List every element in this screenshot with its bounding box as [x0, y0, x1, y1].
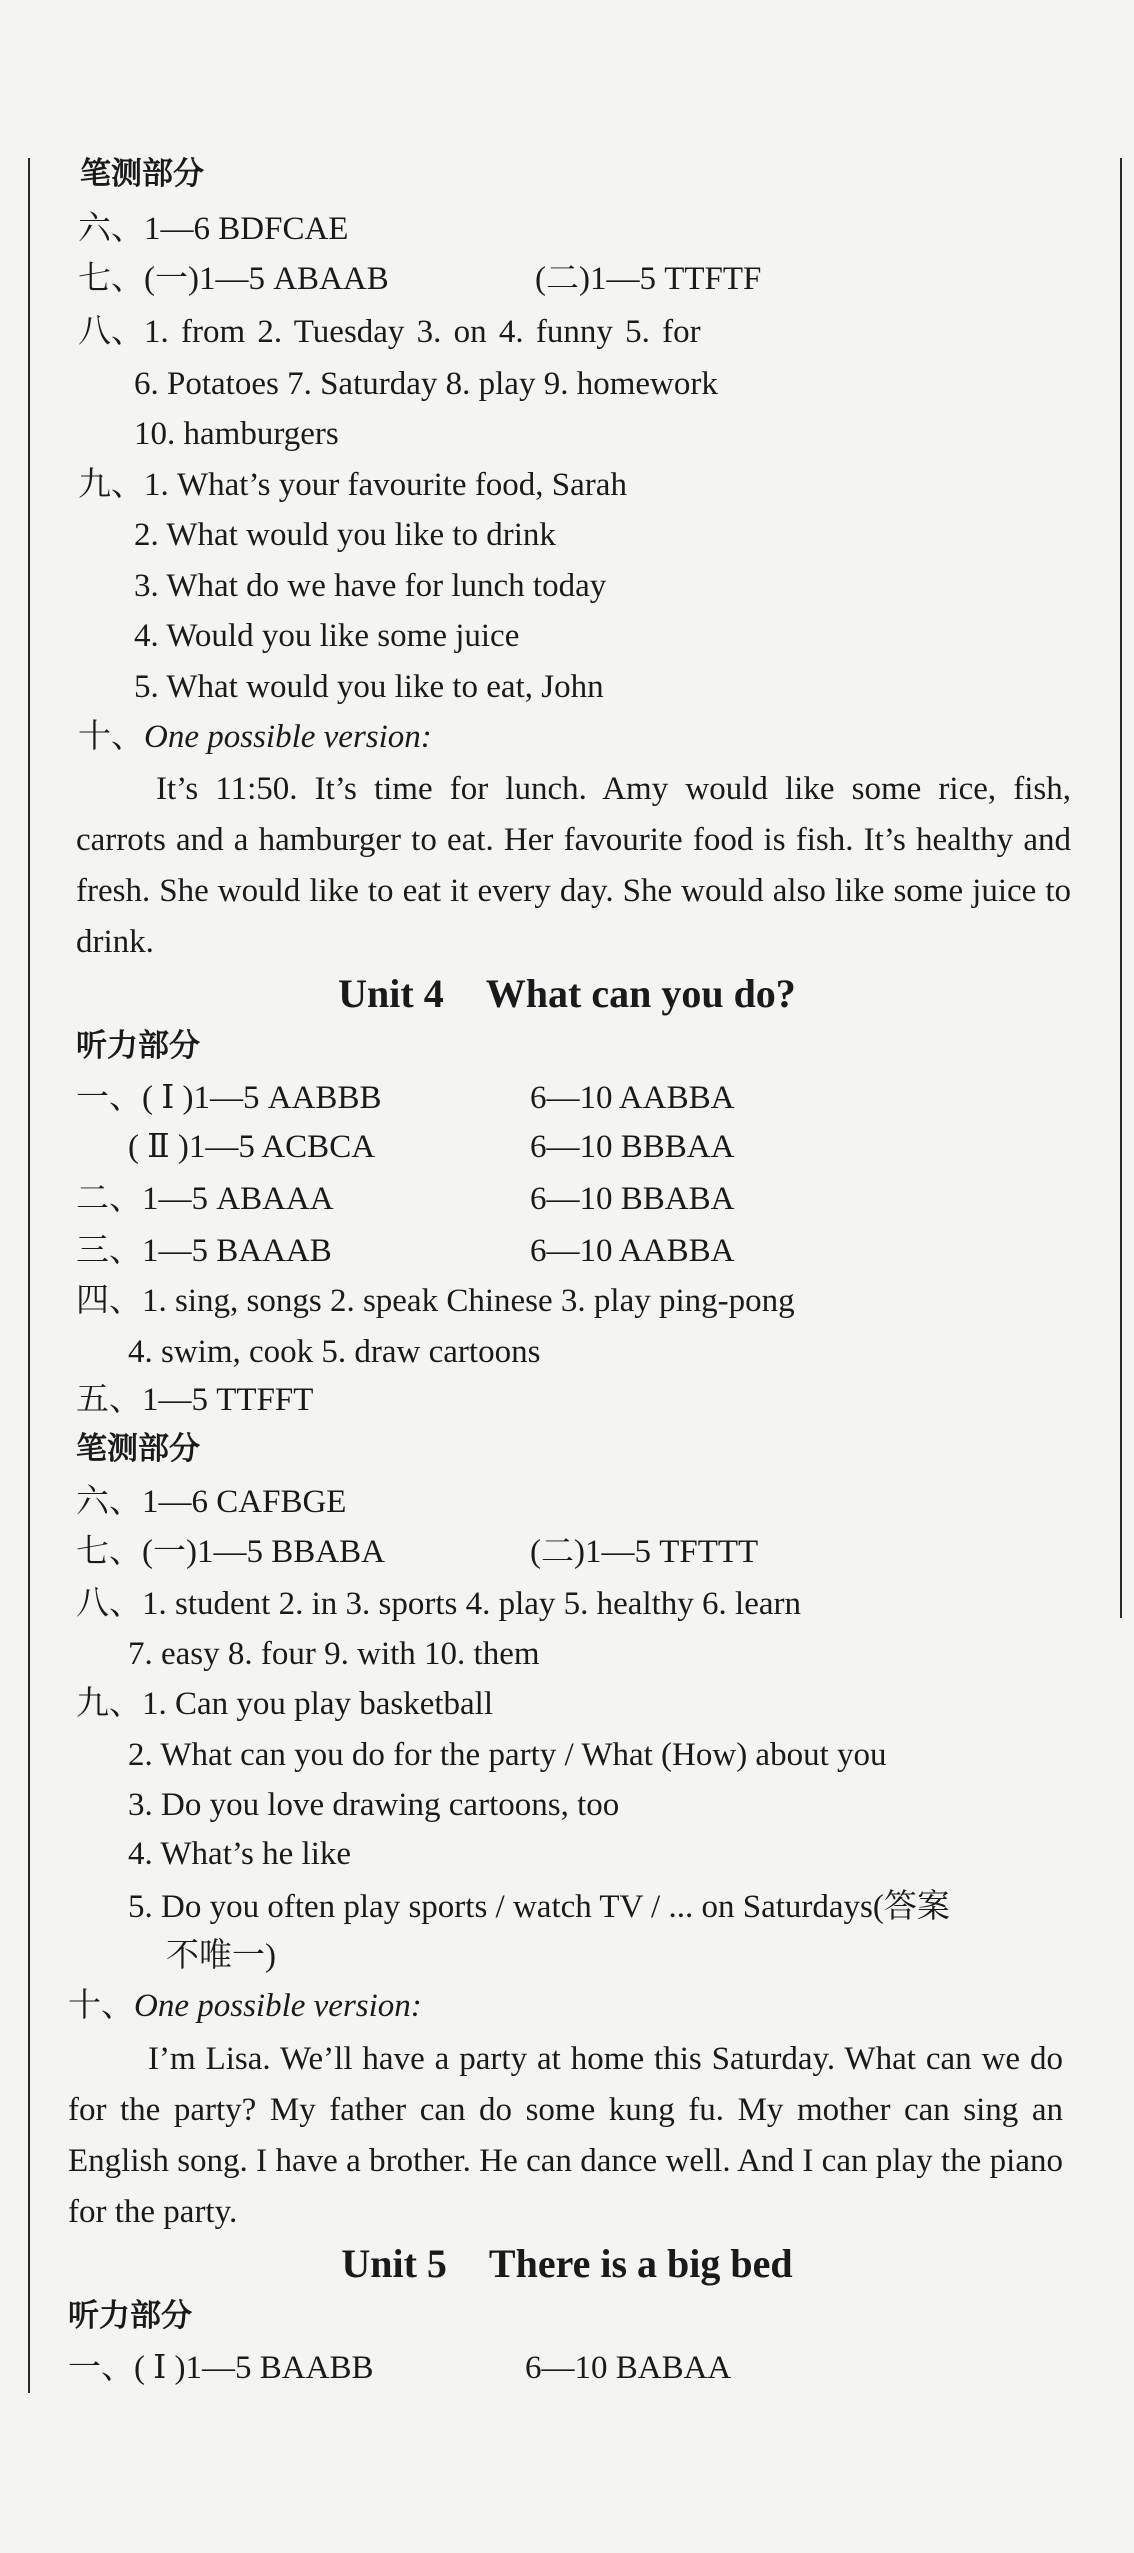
unit-name: There is a big bed [488, 2241, 793, 2286]
answer-line: 5. What would you like to eat, John [134, 669, 604, 705]
answer-line: 九、1. Can you play basketball [76, 1686, 494, 1722]
answer-line: 4. Would you like some juice [134, 618, 520, 654]
answer-line: 八、1. from 2. Tuesday 3. on 4. funny 5. for [78, 314, 701, 350]
sample-essay-text: I’m Lisa. We’ll have a party at home this Saturday. What can we do for the party? My father can do some kung fu. My mother can sing an English song. I have a brother. He can dance well. And I can play the piano for the party. [68, 2041, 1063, 2230]
answer-line: 6—10 BBBAA [530, 1129, 735, 1165]
answer-line: 3. Do you love drawing cartoons, too [128, 1787, 620, 1823]
answer-line: ( Ⅱ )1—5 ACBCA [128, 1129, 376, 1165]
answer-line: 五、1—5 TTFFT [76, 1382, 314, 1418]
section-heading-listening: 听力部分 [68, 2298, 192, 2334]
answer-line: (二)1—5 TTFTF [535, 261, 762, 297]
answer-line: 九、1. What’s your favourite food, Sarah [78, 467, 627, 503]
unit-number: Unit 5 [341, 2241, 447, 2286]
version-label: One possible version: [134, 1988, 422, 2024]
sample-essay [76, 764, 1071, 968]
answer-line: 6—10 AABBA [530, 1233, 735, 1269]
answer-line: 2. What can you do for the party / What (How) about you [128, 1737, 887, 1773]
answer-line: 七、(一)1—5 ABAAB [78, 261, 389, 297]
answer-line: 六、1—6 CAFBGE [76, 1484, 347, 1520]
answer-line: 三、1—5 BAAAB [76, 1233, 332, 1269]
unit-number: Unit 4 [338, 971, 444, 1016]
right-margin-rule [1120, 158, 1122, 1618]
answer-line: 八、1. student 2. in 3. sports 4. play 5. healthy 6. learn [76, 1586, 801, 1622]
section-heading-written: 笔测部分 [80, 156, 204, 192]
sample-essay [68, 2034, 1063, 2238]
answer-line: 6—10 AABBA [530, 1080, 735, 1116]
answer-line: 四、1. sing, songs 2. speak Chinese 3. play ping-pong [76, 1283, 795, 1319]
answer-line: 6—10 BABAA [525, 2350, 732, 2386]
answer-line: 六、1—6 BDFCAE [78, 211, 349, 247]
section-heading-written: 笔测部分 [76, 1431, 200, 1467]
answer-line: 七、(一)1—5 BBABA [76, 1534, 385, 1570]
answer-line: 一、( Ⅰ )1—5 AABBB [76, 1080, 382, 1116]
answer-line: 3. What do we have for lunch today [134, 568, 607, 604]
version-label: One possible version: [144, 719, 432, 755]
sample-essay-text: It’s 11:50. It’s time for lunch. Amy would like some rice, fish, carrots and a hamburger to eat. Her favourite food is fish. It’s healthy and fresh. She would like to eat it every day. She would also like some juice to drink. [76, 771, 1071, 960]
answer-line: 不唯一) [166, 1938, 276, 1974]
answer-line: 二、1—5 ABAAA [76, 1181, 334, 1217]
answer-line: 7. easy 8. four 9. with 10. them [128, 1636, 540, 1672]
answer-line: 2. What would you like to drink [134, 517, 556, 553]
question-number: 十、 [68, 1988, 134, 2024]
answer-line [68, 1984, 422, 2028]
answer-line [78, 715, 432, 759]
left-margin-rule [28, 158, 30, 2393]
answer-line: 5. Do you often play sports / watch TV / ... on Saturdays(答案 [128, 1889, 950, 1925]
answer-line: 6. Potatoes 7. Saturday 8. play 9. homework [134, 366, 718, 402]
answer-line: 6—10 BBABA [530, 1181, 735, 1217]
question-number: 十、 [78, 719, 144, 755]
section-heading-listening: 听力部分 [76, 1028, 200, 1064]
answer-line: 4. What’s he like [128, 1836, 352, 1872]
answer-line: 一、( Ⅰ )1—5 BAABB [68, 2350, 374, 2386]
answer-line: 4. swim, cook 5. draw cartoons [128, 1334, 541, 1370]
unit-title [0, 2238, 1134, 2290]
unit-name: What can you do? [485, 971, 796, 1016]
unit-title [0, 968, 1134, 1020]
answer-line: (二)1—5 TFTTT [530, 1534, 759, 1570]
answer-line: 10. hamburgers [134, 416, 339, 452]
